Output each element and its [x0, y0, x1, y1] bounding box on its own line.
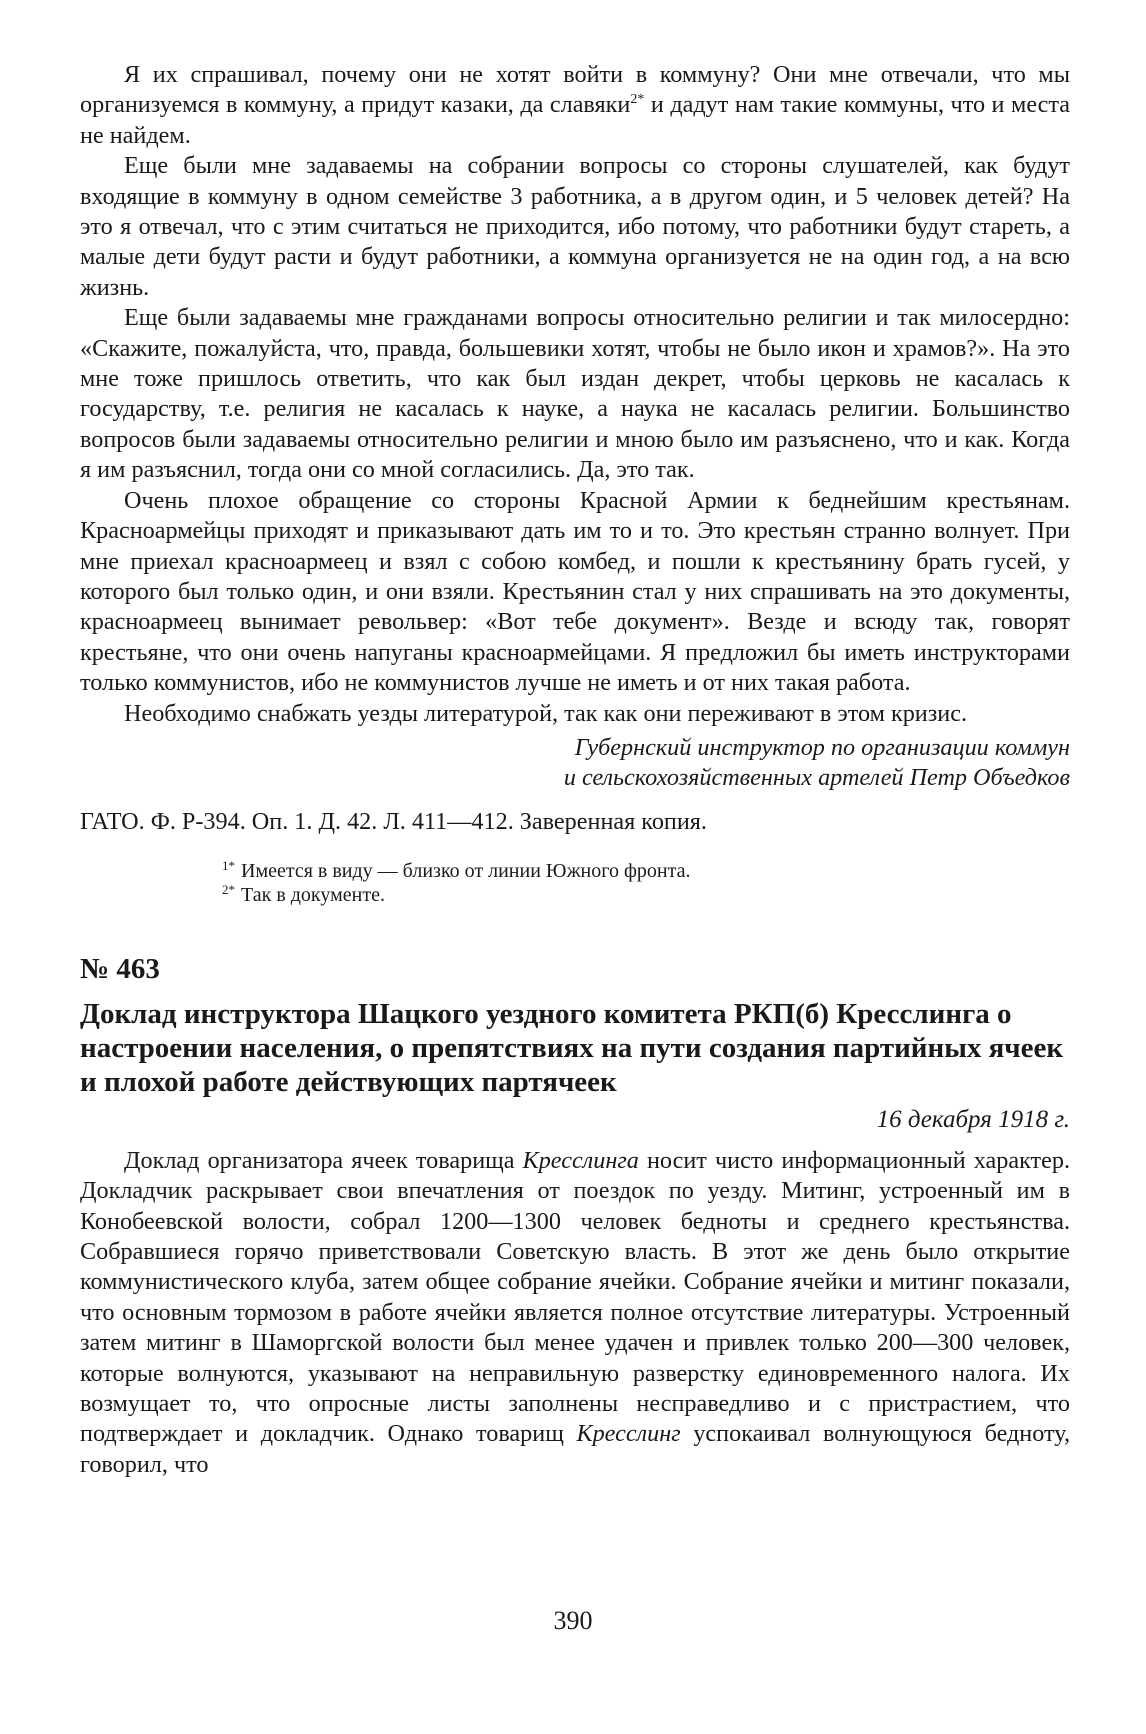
- paragraph-text: и дадут нам такие коммуны, что и места не найдем.: [80, 91, 1070, 149]
- archive-reference: ГАТО. Ф. Р-394. Оп. 1. Д. 42. Л. 411—412. Заверенная копия.: [80, 807, 707, 835]
- document-page: [80, 60, 1070, 1480]
- footnote-mark: 2*: [222, 881, 235, 897]
- paragraph-text: Я их спрашивал, почему они не хотят войти в коммуну? Они мне отвечали, что мы организуемся в коммуну, а придут казаки, да славяки: [80, 61, 1070, 119]
- signature: [80, 733, 1070, 793]
- person-name: Кресслинг: [576, 1420, 681, 1448]
- signature-line-2: и сельскохозяйственных артелей Петр Объедков: [563, 763, 1070, 791]
- body-text: Доклад организатора ячеек товарища: [124, 1146, 523, 1174]
- footnote-1: [222, 859, 1070, 883]
- footnote-ref[interactable]: 2*: [630, 92, 645, 108]
- page-number: 390: [553, 1606, 593, 1635]
- document-date: 16 декабря 1918 г.: [876, 1106, 1070, 1134]
- paragraph-literature: Необходимо снабжать уезды литературой, так как они переживают в этом кризис.: [124, 699, 968, 727]
- body-text: носит чисто информационный характер. Докладчик раскрывает свои впечатления от поездок по уезду. Митинг, устроенный им в Конобеевской волости, собрал 1200—1300 человек бедноты и среднего крестьянства. Собравшиеся горячо приветствовали Советскую власть. В этот же день было открытие коммунистического клуба, затем общее собрание ячейки. Собрание ячейки и митинг показали, что основным тормозом в работе ячейки является полное отсутствие литературы. Устроенный затем митинг в Шаморгской волости был менее удачен и привлек только 200—300 человек, которые волнуются, указывают на неправильную разверстку единовременного налога. Их возмущает то, что опросные листы заполнены несправедливо и с пристрастием, что подтверждает и докладчик. Однако товарищ: [80, 1146, 1070, 1448]
- footnote-mark: 1*: [222, 857, 235, 873]
- paragraph-communes-answer: [80, 60, 1070, 151]
- footnotes: [80, 859, 1070, 907]
- footnote-2: [222, 883, 1070, 907]
- person-name: Кресслинга: [522, 1146, 639, 1174]
- footnote-text: Так в документе.: [241, 884, 385, 907]
- document-body: [80, 1146, 1070, 1480]
- paragraph-religion: Еще были задаваемы мне гражданами вопросы относительно религии и так милосердно: «Скажите, пожалуйста, что, правда, большевики хотят, чтобы не было икон и храмов?». На это мне тоже пришлось ответить, что как был издан декрет, чтобы церковь не касалась к государству, т.е. религия не касалась к науке, а наука не касалась религии. Большинство вопросов были задаваемы относительно религии и мною было им разъяснено, что и как. Когда я им разъяснил, тогда они со мной согласились. Да, это так.: [80, 304, 1070, 484]
- footnote-text: Имеется в виду — близко от линии Южного фронта.: [241, 860, 691, 883]
- signature-line-1: Губернский инструктор по организации коммун: [574, 733, 1070, 761]
- document-title: Доклад инструктора Шацкого уездного комитета РКП(б) Кресслинга о настроении населения, о препятствиях на пути создания партийных ячеек и плохой работе действующих партячеек: [80, 998, 1064, 1099]
- body-text: успокаивал волнующуюся бедноту, говорил, что: [80, 1420, 1070, 1478]
- paragraph-red-army: Очень плохое обращение со стороны Красной Армии к беднейшим крестьянам. Красноармейцы приходят и приказывают дать им то и то. Это крестьян странно волнует. При мне приехал красноармеец и взял с собою комбед, и пошли к крестьянину брать гусей, у которого был только один, и они взяли. Крестьянин стал у них спрашивать на это документы, красноармеец вынимает револьвер: «Вот тебе документ». Везде и всюду так, говорят крестьяне, что они очень напуганы красноармейцами. Я предложил бы иметь инструкторами только коммунистов, ибо не коммунистов лучше не иметь и от них такая работа.: [80, 486, 1070, 697]
- document-number: № 463: [80, 953, 160, 986]
- paragraph-questions: Еще были мне задаваемы на собрании вопросы со стороны слушателей, как будут входящие в коммуну в одном семействе 3 работника, а в другом один, и 5 человек детей? На это я отвечал, что с этим считаться не приходится, ибо потому, что работники будут стареть, а малые дети будут расти и будут работники, а коммуна организуется не на один год, а на всю жизнь.: [80, 152, 1070, 301]
